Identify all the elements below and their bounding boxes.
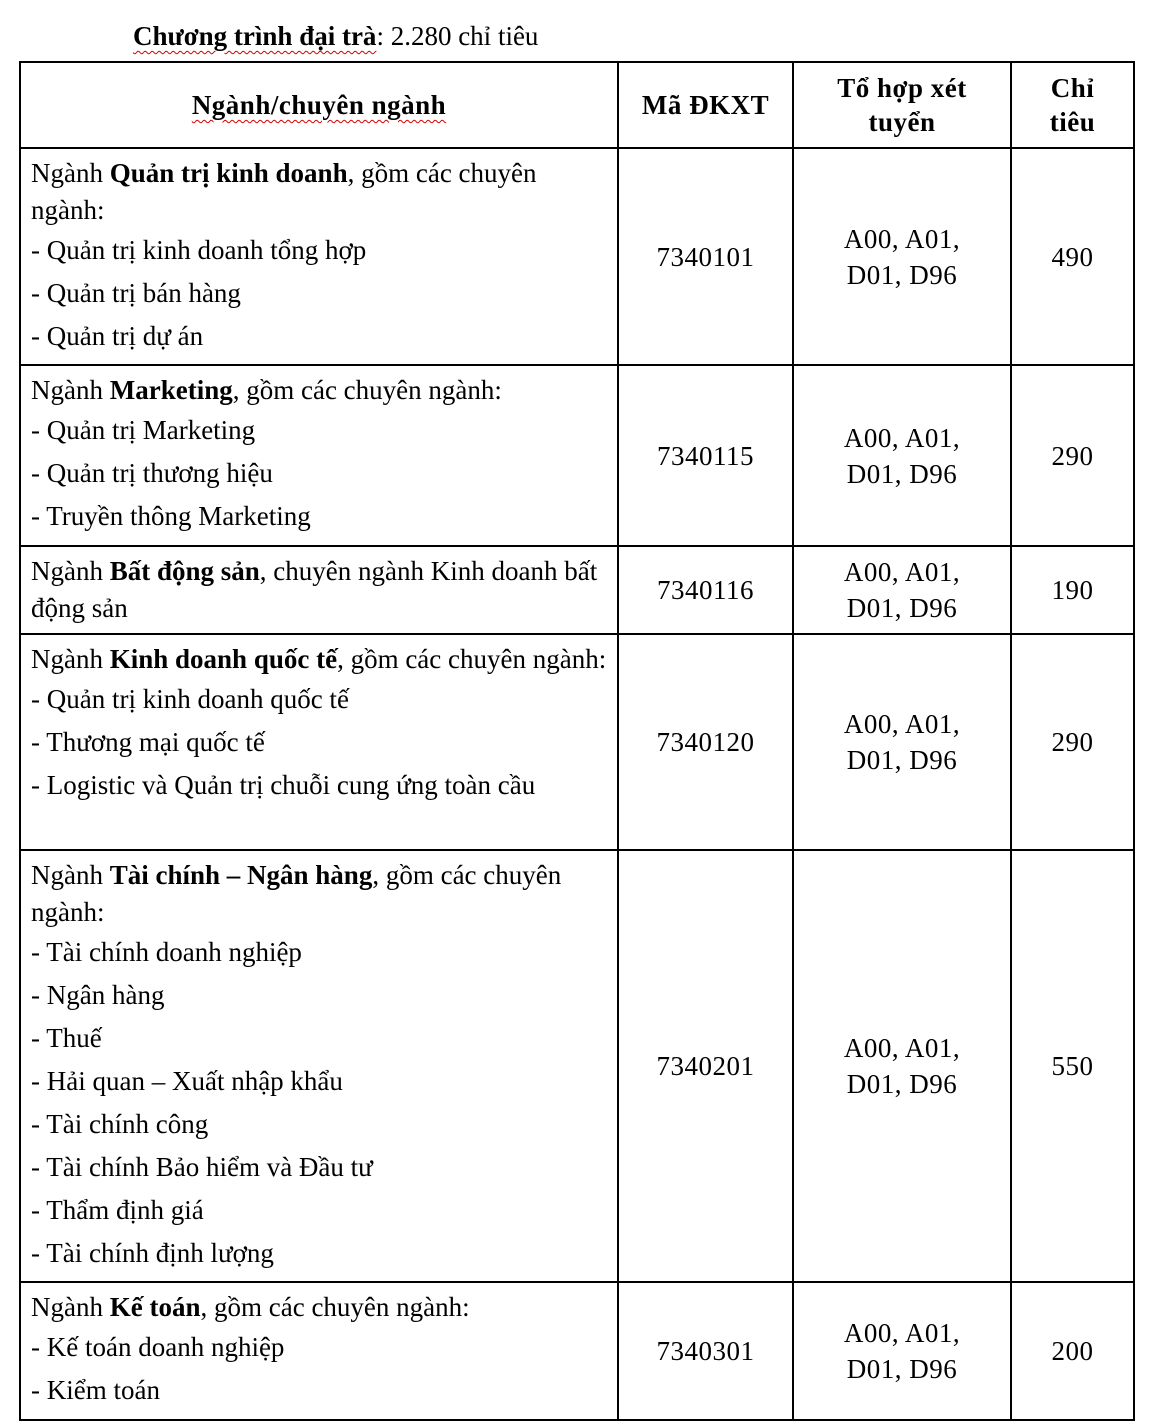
code-cell: 7340115: [618, 365, 793, 546]
major-name: Kế toán: [109, 1292, 201, 1322]
combo-line-1: A00, A01,: [843, 709, 961, 739]
major-title: [31, 641, 607, 678]
table-row: [20, 634, 1134, 850]
major-suffix: , chuyên ngành Kinh doanh bất động sản: [31, 556, 598, 623]
combo-line-2: D01, D96: [846, 458, 958, 489]
combo-cell: [793, 365, 1011, 546]
major-name: Kinh doanh quốc tế: [109, 644, 338, 674]
admission-table: [19, 61, 1135, 1421]
combo-cell: [793, 148, 1011, 365]
code-cell: 7340116: [618, 546, 793, 634]
combo-line-2: D01, D96: [846, 593, 958, 623]
major-suffix: , gồm các chuyên ngành:: [31, 158, 537, 225]
specialty-item: - Thẩm định giá: [31, 1195, 204, 1225]
major-prefix: Ngành: [31, 158, 110, 188]
code-cell: 7340101: [618, 148, 793, 365]
major-cell: [20, 365, 618, 546]
major-cell: [20, 148, 618, 365]
specialty-item: - Hải quan – Xuất nhập khẩu: [31, 1066, 343, 1096]
code-cell: 7340301: [618, 1282, 793, 1420]
combo-line-1: A00, A01,: [843, 223, 961, 254]
major-suffix: , gồm các chuyên ngành:: [200, 1292, 470, 1322]
specialty-item: - Logistic và Quản trị chuỗi cung ứng toàn cầu: [31, 770, 536, 800]
major-cell: [20, 546, 618, 634]
major-name: Quản trị kinh doanh: [109, 158, 348, 188]
heading-label: Chương trình đại trà: [133, 21, 377, 51]
header-combo: Tổ hợp xét tuyển: [793, 62, 1011, 148]
specialty-item: - Tài chính doanh nghiệp: [31, 937, 302, 967]
combo-line-1: A00, A01,: [843, 557, 961, 587]
combo-line-1: A00, A01,: [843, 422, 961, 453]
specialty-item: - Thuế: [31, 1023, 102, 1053]
specialty-item: - Quản trị kinh doanh tổng hợp: [31, 235, 367, 265]
header-code: Mã ĐKXT: [618, 62, 793, 148]
major-suffix: , gồm các chuyên ngành:: [337, 644, 607, 674]
specialty-item: - Truyền thông Marketing: [31, 501, 311, 531]
combo-line-2: D01, D96: [846, 745, 958, 775]
specialty-item: - Tài chính định lượng: [31, 1238, 274, 1268]
code-cell: 7340201: [618, 850, 793, 1282]
quota-cell: 290: [1011, 365, 1134, 546]
major-suffix: , gồm các chuyên ngành:: [232, 375, 502, 405]
specialty-item: - Quản trị Marketing: [31, 415, 256, 445]
heading-separator: :: [376, 21, 384, 51]
specialty-item: - Tài chính công: [31, 1109, 209, 1139]
quota-cell: 190: [1011, 546, 1134, 634]
major-prefix: Ngành: [31, 556, 110, 586]
major-prefix: Ngành: [31, 1292, 110, 1322]
combo-cell: [793, 634, 1011, 850]
major-title: [31, 1289, 607, 1326]
table-body: [20, 148, 1134, 1420]
major-cell: [20, 1282, 618, 1420]
major-prefix: Ngành: [31, 375, 110, 405]
header-major: Ngành/chuyên ngành: [20, 62, 618, 148]
combo-cell: [793, 1282, 1011, 1420]
major-prefix: Ngành: [31, 860, 110, 890]
table-row: [20, 148, 1134, 365]
major-title: [31, 372, 607, 409]
specialty-item: - Kiểm toán: [31, 1375, 160, 1405]
major-title: [31, 553, 607, 627]
page-heading: [133, 18, 538, 54]
major-cell: [20, 634, 618, 850]
major-suffix: , gồm các chuyên ngành:: [31, 860, 562, 927]
quota-cell: 290: [1011, 634, 1134, 850]
specialty-item: - Quản trị dự án: [31, 321, 204, 351]
specialty-item: - Quản trị bán hàng: [31, 278, 241, 308]
table-row: [20, 850, 1134, 1282]
combo-cell: [793, 850, 1011, 1282]
major-title: [31, 857, 607, 931]
quota-cell: 490: [1011, 148, 1134, 365]
quota-cell: 550: [1011, 850, 1134, 1282]
major-prefix: Ngành: [31, 644, 110, 674]
combo-line-2: D01, D96: [846, 1354, 958, 1384]
specialty-item: - Quản trị kinh doanh quốc tế: [31, 684, 349, 714]
combo-line-1: A00, A01,: [843, 1033, 961, 1063]
combo-line-2: D01, D96: [846, 259, 958, 290]
heading-quota: 2.280 chỉ tiêu: [383, 21, 539, 51]
code-cell: 7340120: [618, 634, 793, 850]
specialty-item: - Ngân hàng: [31, 980, 165, 1010]
header-quota: Chỉ tiêu: [1011, 62, 1134, 148]
specialty-item: - Kế toán doanh nghiệp: [31, 1332, 285, 1362]
major-name: Tài chính – Ngân hàng: [109, 860, 373, 890]
specialty-item: - Tài chính Bảo hiểm và Đầu tư: [31, 1152, 373, 1182]
table-row: [20, 1282, 1134, 1420]
major-cell: [20, 850, 618, 1282]
combo-line-2: D01, D96: [846, 1069, 958, 1099]
table-row: [20, 546, 1134, 634]
combo-line-1: A00, A01,: [843, 1318, 961, 1348]
quota-cell: 200: [1011, 1282, 1134, 1420]
major-name: Marketing: [109, 375, 233, 405]
specialty-item: - Thương mại quốc tế: [31, 727, 265, 757]
combo-cell: [793, 546, 1011, 634]
major-name: Bất động sản: [109, 556, 260, 586]
table-row: [20, 365, 1134, 546]
specialty-item: - Quản trị thương hiệu: [31, 458, 273, 488]
header-row: [20, 62, 1134, 148]
major-title: [31, 155, 607, 229]
